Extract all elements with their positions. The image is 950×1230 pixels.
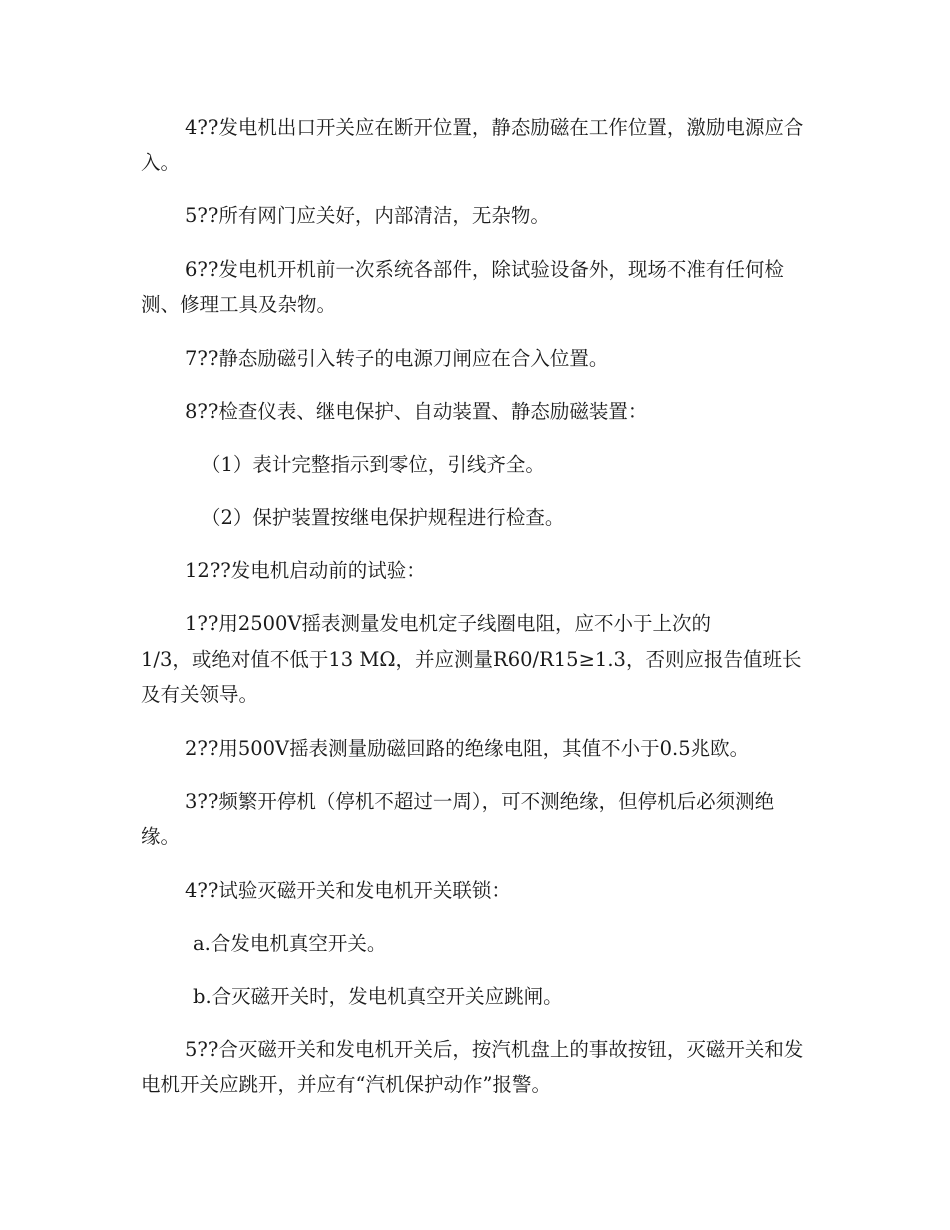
- paragraph-stator-resistance-line1: 1??用2500V摇表测量发电机定子线圈电阻，应不小于上次的: [185, 612, 712, 635]
- paragraph-section-heading-tests: 12??发电机启动前的试验：: [185, 559, 426, 582]
- paragraph-primary-system-parts: 6??发电机开机前一次系统各部件，除试验设备外，现场不准有任何检测、修理工具及杂物。: [141, 258, 784, 316]
- paragraph-interlock-test: 4??试验灭磁开关和发电机开关联锁：: [185, 879, 511, 902]
- paragraph-generator-outlet-switch: 4??发电机出口开关应在断开位置，静态励磁在工作位置，激励电源应合入。: [141, 116, 804, 174]
- paragraph-emergency-button-test: 5??合灭磁开关和发电机开关后，按汽机盘上的事故按钮，灭磁开关和发电机开关应跳开，并应有“汽机保护动作”报警。: [141, 1038, 804, 1096]
- paragraph-excitation-insulation: 2??用500V摇表测量励磁回路的绝缘电阻，其值不小于0.5兆欧。: [185, 737, 750, 760]
- paragraph-rotor-power-switch: 7??静态励磁引入转子的电源刀闸应在合入位置。: [185, 347, 609, 370]
- paragraph-step-b: b.合灭磁开关时，发电机真空开关应跳闸。: [193, 985, 563, 1008]
- paragraph-check-instruments: 8??检查仪表、继电保护、自动装置、静态励磁装置：: [185, 400, 648, 423]
- paragraph-frequent-start-stop: 3??频繁开停机（停机不超过一周），可不测绝缘，但停机后必须测绝缘。: [141, 790, 775, 848]
- paragraph-stator-resistance-cont: 1/3，或绝对值不低于13 MΩ，并应测量R60/R15≥1.3，否则应报告值班长及有关领导。: [141, 648, 802, 706]
- paragraph-subitem-1: （1）表计完整指示到零位，引线齐全。: [201, 453, 545, 476]
- paragraph-step-a: a.合发电机真空开关。: [193, 932, 387, 955]
- paragraph-subitem-2: （2）保护装置按继电保护规程进行检查。: [201, 506, 565, 529]
- paragraph-gates-closed: 5??所有网门应关好，内部清洁，无杂物。: [185, 204, 550, 227]
